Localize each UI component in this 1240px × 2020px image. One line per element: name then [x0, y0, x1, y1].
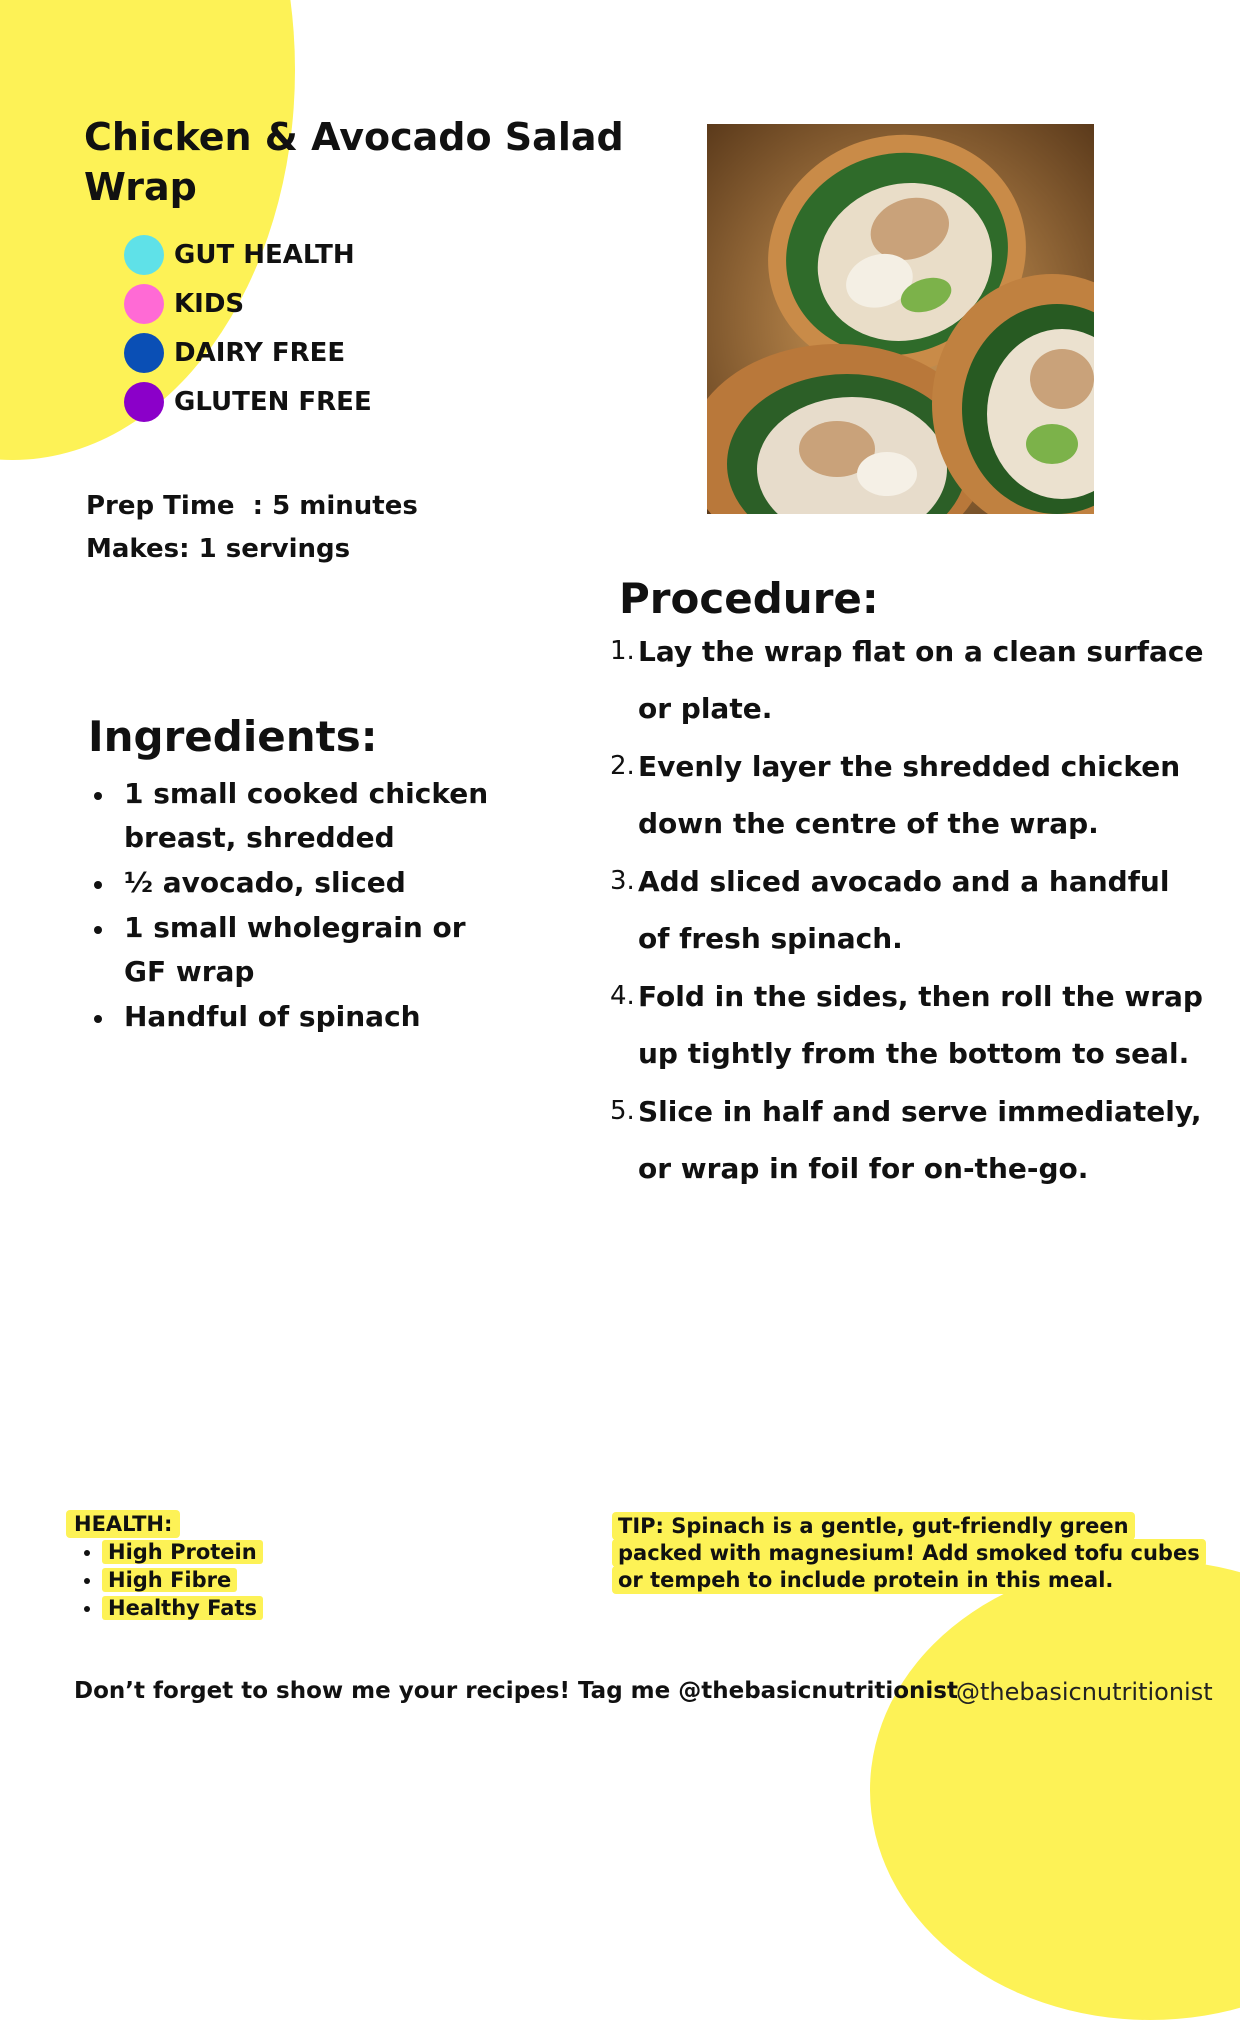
tag-label: GLUTEN FREE [174, 386, 372, 417]
step-text: Evenly layer the shredded chicken down the centre of the wrap. [638, 750, 1181, 840]
servings: Makes: 1 servings [86, 534, 351, 564]
step-text: Add sliced avocado and a handful of fresh spinach. [638, 865, 1170, 955]
procedure-step [610, 1083, 1210, 1197]
social-handle: @thebasicnutritionist [956, 1678, 1213, 1706]
procedure-step [610, 623, 1210, 737]
step-text: Slice in half and serve immediately, or wrap in foil for on-the-go. [638, 1095, 1202, 1185]
step-number: 2. [610, 751, 635, 781]
decorative-yellow-circle-bottom [870, 1560, 1240, 2020]
diet-tags [124, 230, 372, 426]
wrap-photo [707, 124, 1094, 514]
tag-label: DAIRY FREE [174, 337, 346, 368]
tag-label: GUT HEALTH [174, 239, 355, 270]
tag-label: KIDS [174, 288, 245, 319]
tag-dot-icon [124, 284, 164, 324]
list-item [80, 1566, 263, 1594]
tip-box [612, 1513, 1212, 1594]
ingredients-heading: Ingredients: [88, 712, 378, 761]
step-number: 5. [610, 1096, 635, 1126]
tag-dot-icon [124, 235, 164, 275]
health-heading: HEALTH: [66, 1510, 180, 1538]
tag-gluten-free [124, 377, 372, 426]
procedure-step [610, 738, 1210, 852]
list-item: 1 small wholegrain or GF wrap [88, 906, 508, 994]
recipe-meta [86, 485, 418, 571]
procedure-step [610, 853, 1210, 967]
health-box [66, 1510, 263, 1622]
procedure-heading: Procedure: [619, 574, 879, 623]
health-item: High Protein [102, 1540, 263, 1564]
health-item: Healthy Fats [102, 1596, 263, 1620]
tag-kids [124, 279, 372, 328]
step-number: 1. [610, 636, 635, 666]
tag-gut-health [124, 230, 372, 279]
procedure-list [610, 623, 1210, 1198]
list-item [80, 1594, 263, 1622]
health-list [66, 1538, 263, 1622]
list-item [80, 1538, 263, 1566]
wrap-photo-illustration [707, 124, 1094, 514]
step-number: 4. [610, 981, 635, 1011]
step-number: 3. [610, 866, 635, 896]
tag-dot-icon [124, 382, 164, 422]
footer-cta: Don’t forget to show me your recipes! Tag me @thebasicnutritionist [74, 1678, 958, 1704]
tip-text: TIP: Spinach is a gentle, gut-friendly green packed with magnesium! Add smoked tofu cubes or tempeh to include protein in this meal. [612, 1512, 1206, 1594]
list-item: ½ avocado, sliced [88, 861, 508, 905]
tag-dairy-free [124, 328, 372, 377]
prep-time: Prep Time : 5 minutes [86, 491, 418, 521]
step-text: Lay the wrap flat on a clean surface or plate. [638, 635, 1204, 725]
step-text: Fold in the sides, then roll the wrap up tightly from the bottom to seal. [638, 980, 1203, 1070]
list-item: 1 small cooked chicken breast, shredded [88, 772, 508, 860]
tag-dot-icon [124, 333, 164, 373]
ingredients-list [88, 772, 508, 1040]
list-item: Handful of spinach [88, 995, 508, 1039]
procedure-step [610, 968, 1210, 1082]
recipe-title: Chicken & Avocado Salad Wrap [84, 115, 624, 209]
health-item: High Fibre [102, 1568, 237, 1592]
